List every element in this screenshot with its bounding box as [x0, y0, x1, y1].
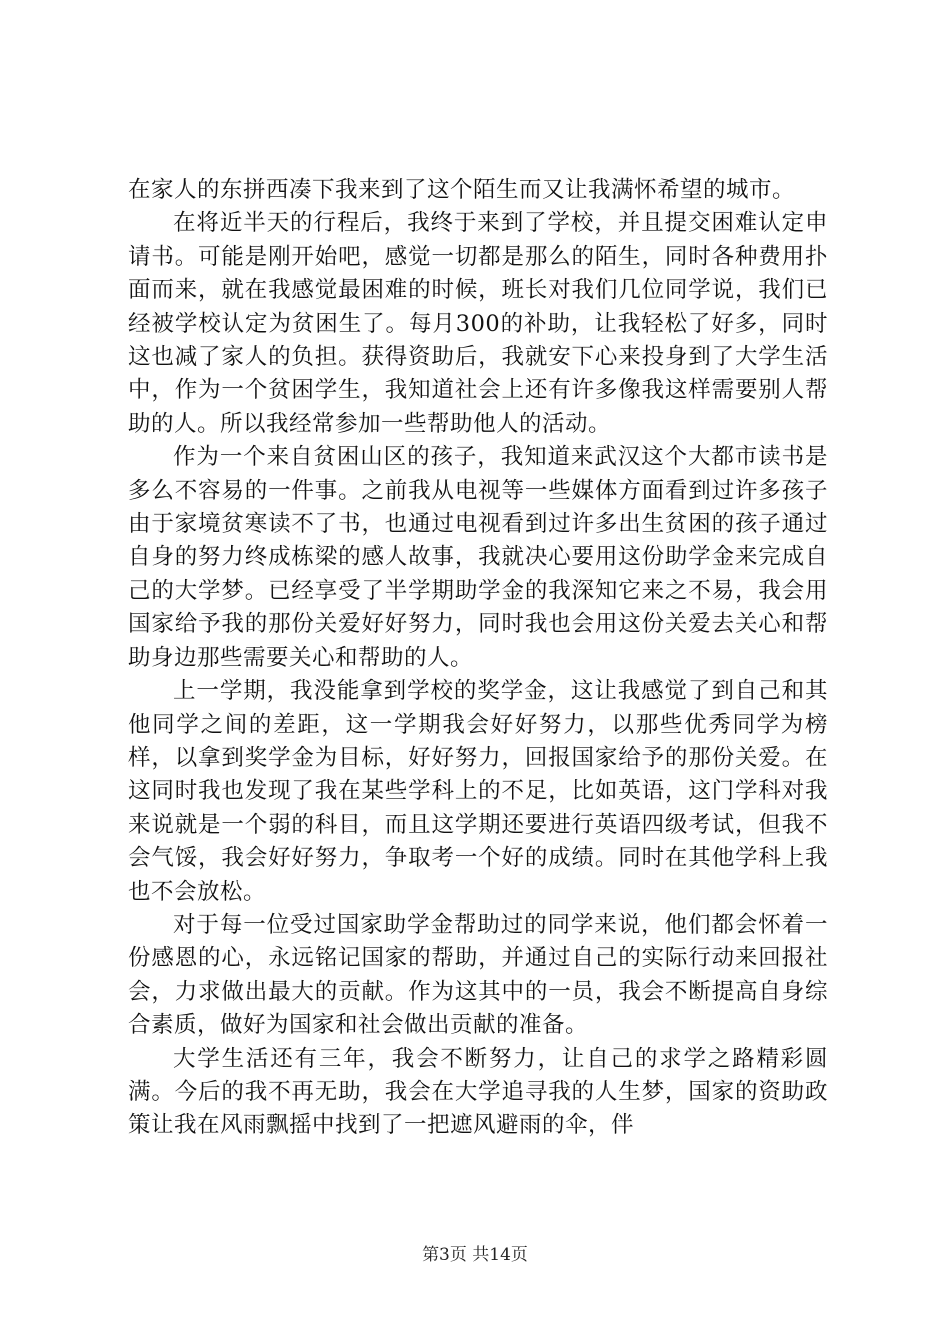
paragraph: 在家人的东拼西凑下我来到了这个陌生而又让我满怀希望的城市。: [128, 177, 796, 203]
page-number-footer: 第3页 共14页: [422, 1245, 528, 1265]
paragraph: 大学生活还有三年，我会不断努力，让自己的求学之路精彩圆满。今后的我不再无助，我会在大学追寻我的人生梦，国家的资助政策让我在风雨飘摇中找到了一把遮风避雨的伞，伴: [128, 1045, 828, 1139]
document-body: [128, 174, 828, 1143]
paragraph: 作为一个来自贫困山区的孩子，我知道来武汉这个大都市读书是多么不容易的一件事。之前我从电视等一些媒体方面看到过许多孩子由于家境贫寒读不了书，也通过电视看到过许多出生贫困的孩子通过自身的努力终成栋梁的感人故事，我就决心要用这份助学金来完成自己的大学梦。已经享受了半学期助学金的我深知它来之不易，我会用国家给予我的那份关爱好好努力，同时我也会用这份关爱去关心和帮助身边那些需要关心和帮助的人。: [128, 444, 828, 671]
paragraph: 对于每一位受过国家助学金帮助过的同学来说，他们都会怀着一份感恩的心，永远铭记国家的帮助，并通过自己的实际行动来回报社会，力求做出最大的贡献。作为这其中的一员，我会不断提高自身综合素质，做好为国家和社会做出贡献的准备。: [128, 911, 828, 1039]
paragraph: 在将近半天的行程后，我终于来到了学校，并且提交困难认定申请书。可能是刚开始吧，感觉一切都是那么的陌生，同时各种费用扑面而来，就在我感觉最困难的时候，班长对我们几位同学说，我们已经被学校认定为贫困生了。每月300的补助，让我轻松了好多，同时这也减了家人的负担。获得资助后，我就安下心来投身到了大学生活中，作为一个贫困学生，我知道社会上还有许多像我这样需要别人帮助的人。所以我经常参加一些帮助他人的活动。: [128, 210, 828, 437]
paragraph: 上一学期，我没能拿到学校的奖学金，这让我感觉了到自己和其他同学之间的差距，这一学期我会好好努力，以那些优秀同学为榜样，以拿到奖学金为目标，好好努力，回报国家给予的那份关爱。在这同时我也发现了我在某些学科上的不足，比如英语，这门学科对我来说就是一个弱的科目，而且这学期还要进行英语四级考试，但我不会气馁，我会好好努力，争取考一个好的成绩。同时在其他学科上我也不会放松。: [128, 678, 828, 905]
